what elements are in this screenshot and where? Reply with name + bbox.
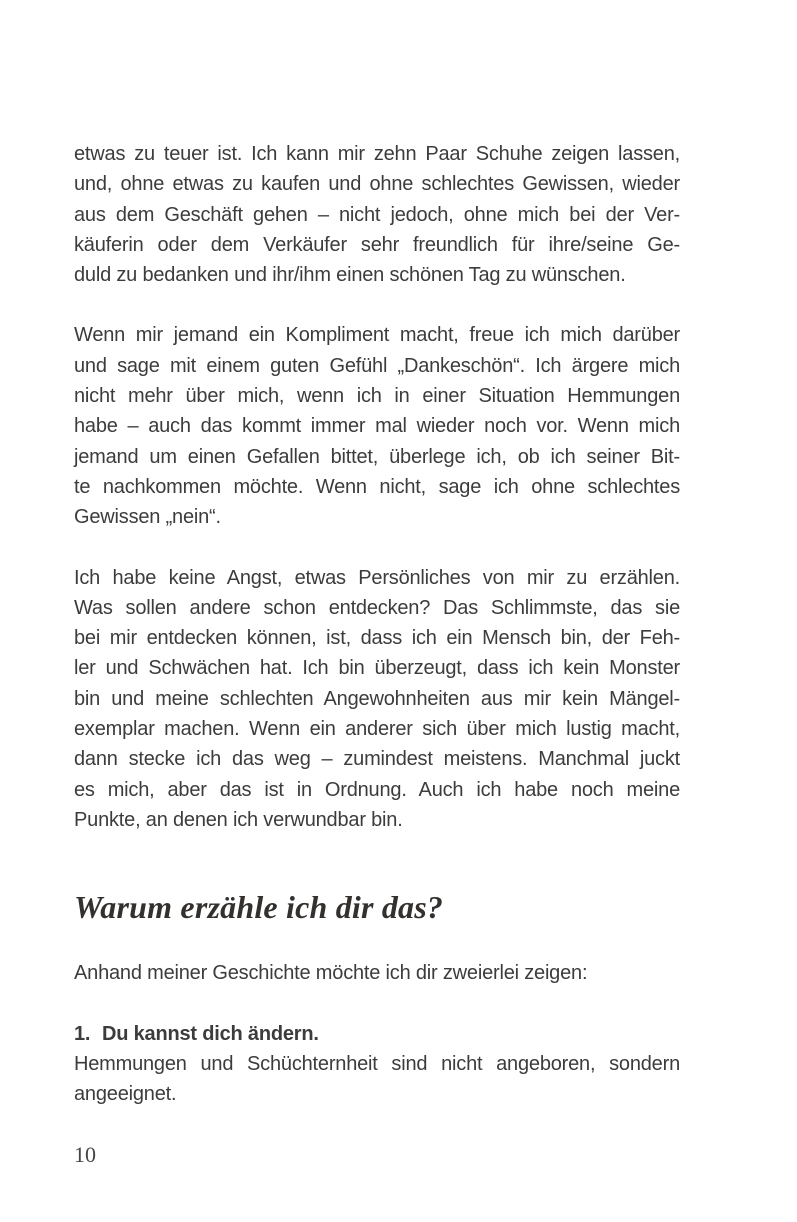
text-line: bin und meine schlechten Angewohnheiten aus mir kein Mängel- [74, 687, 680, 710]
text-line: exemplar machen. Wenn ein anderer sich über mich lustig macht, [74, 718, 680, 741]
text-line: aus dem Geschäft gehen – nicht jedoch, ohne mich bei der Ver- [74, 203, 680, 226]
text-line: dann stecke ich das weg – zumindest meistens. Manchmal juckt [74, 748, 680, 771]
text-line: duld zu bedanken und ihr/ihm einen schönen Tag zu wünschen. [74, 264, 626, 287]
page-content [74, 139, 680, 1109]
text-line: Punkte, an denen ich verwundbar bin. [74, 808, 403, 831]
text-line: te nachkommen möchte. Wenn nicht, sage ich ohne schlechtes [74, 475, 680, 498]
list-item-title [74, 1019, 680, 1049]
section-intro: Anhand meiner Geschichte möchte ich dir zweierlei zeigen: [74, 962, 588, 985]
text-line: bei mir entdecken können, ist, dass ich ein Mensch bin, der Feh- [74, 627, 680, 650]
body-paragraph-1 [74, 139, 680, 290]
text-line: und sage mit einem guten Gefühl „Dankeschön“. Ich ärgere mich [74, 354, 680, 377]
text-line: habe – auch das kommt immer mal wieder noch vor. Wenn mich [74, 415, 680, 438]
text-line: es mich, aber das ist in Ordnung. Auch ich habe noch meine [74, 778, 680, 801]
body-paragraph-2 [74, 320, 680, 532]
list-item-body [74, 1049, 680, 1110]
section-heading: Warum erzähle ich dir das? [74, 889, 444, 926]
text-line: käuferin oder dem Verkäufer sehr freundlich für ihre/seine Ge- [74, 233, 680, 256]
text-line: Ich habe keine Angst, etwas Persönliches von mir zu erzählen. [74, 566, 680, 589]
list-item-title-text: Du kannst dich ändern. [102, 1022, 319, 1045]
text-line: Gewissen „nein“. [74, 506, 221, 529]
text-line: jemand um einen Gefallen bittet, überlege ich, ob ich seiner Bit- [74, 445, 680, 468]
text-line: Hemmungen und Schüchternheit sind nicht angeboren, sondern [74, 1052, 680, 1075]
text-line: ler und Schwächen hat. Ich bin überzeugt, dass ich kein Monster [74, 657, 680, 680]
numbered-list-item-1 [74, 1019, 680, 1110]
list-item-number: 1. [74, 1022, 91, 1045]
text-line: etwas zu teuer ist. Ich kann mir zehn Paar Schuhe zeigen lassen, [74, 143, 680, 165]
page-number: 10 [74, 1142, 96, 1167]
text-line: und, ohne etwas zu kaufen und ohne schlechtes Gewissen, wieder [74, 173, 680, 196]
text-line: Wenn mir jemand ein Kompliment macht, freue ich mich darüber [74, 324, 680, 347]
text-line: Was sollen andere schon entdecken? Das Schlimmste, das sie [74, 596, 680, 619]
text-line: angeeignet. [74, 1083, 177, 1106]
text-line: nicht mehr über mich, wenn ich in einer Situation Hemmungen [74, 385, 680, 408]
body-paragraph-3 [74, 563, 680, 836]
